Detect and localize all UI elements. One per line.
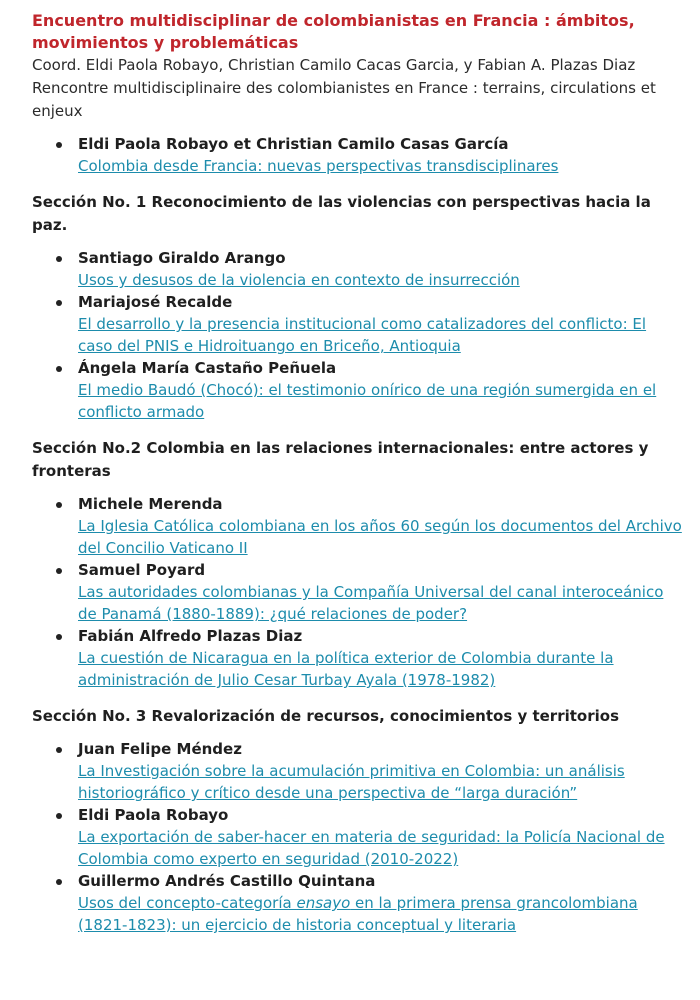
link-text-end: en la primera prensa grancolombiana (1821-1823): un ejercicio de historia conceptual y literaria xyxy=(78,894,638,934)
entry-link[interactable]: La Investigación sobre la acumulación primitiva en Colombia: un análisis historiográfico y crítico desde una perspectiva de “larga duración” xyxy=(78,762,625,802)
entry-author: Guillermo Andrés Castillo Quintana xyxy=(78,872,376,890)
entry-author: Samuel Poyard xyxy=(78,561,206,579)
list-item xyxy=(52,357,682,423)
entry-link[interactable]: La exportación de saber-hacer en materia de seguridad: la Policía Nacional de Colombia como experto en seguridad (2010-2022) xyxy=(78,828,665,868)
list-item xyxy=(52,738,682,804)
bullet-icon xyxy=(56,366,62,372)
bullet-icon xyxy=(56,256,62,262)
page-title: Encuentro multidisciplinar de colombianistas en Francia : ámbitos, movimientos y problemáticas xyxy=(32,11,635,52)
bullet-icon xyxy=(56,813,62,819)
entry-link[interactable]: Las autoridades colombianas y la Compañía Universal del canal interoceánico de Panamá (1880-1889): ¿qué relaciones de poder? xyxy=(78,583,664,623)
coordinators-line: Coord. Eldi Paola Robayo, Christian Camilo Cacas Garcia, y Fabian A. Plazas Diaz xyxy=(32,56,636,74)
list-item xyxy=(52,493,682,559)
section-2-list xyxy=(32,493,682,691)
entry-author: Michele Merenda xyxy=(78,495,223,513)
entry-link[interactable] xyxy=(78,892,682,936)
list-item xyxy=(52,625,682,691)
bullet-icon xyxy=(56,502,62,508)
list-item xyxy=(52,870,682,936)
list-item xyxy=(52,804,682,870)
bullet-icon xyxy=(56,747,62,753)
bullet-icon xyxy=(56,634,62,640)
entry-link[interactable]: La Iglesia Católica colombiana en los años 60 según los documentos del Archivo del Concilio Vaticano II xyxy=(78,517,682,557)
entry-author: Mariajosé Recalde xyxy=(78,293,233,311)
list-item xyxy=(52,247,682,291)
section-title-1: Sección No. 1 Reconocimiento de las violencias con perspectivas hacia la paz. xyxy=(32,193,651,234)
entry-author: Santiago Giraldo Arango xyxy=(78,249,286,267)
entry-author: Eldi Paola Robayo xyxy=(78,806,229,824)
bullet-icon xyxy=(56,300,62,306)
section-1-list xyxy=(32,247,682,423)
link-text-start: Usos del concepto-categoría xyxy=(78,894,297,912)
entry-author: Ángela María Castaño Peñuela xyxy=(78,359,337,377)
bullet-icon xyxy=(56,142,62,148)
section-title-3: Sección No. 3 Revalorización de recursos, conocimientos y territorios xyxy=(32,707,619,725)
section-3-list xyxy=(32,738,682,936)
link-text-emphasis: ensayo xyxy=(296,894,351,912)
entry-link[interactable]: El medio Baudó (Chocó): el testimonio onírico de una región sumergida en el conflicto armado xyxy=(78,381,657,421)
list-item xyxy=(52,559,682,625)
entry-link[interactable]: El desarrollo y la presencia institucional como catalizadores del conflicto: El caso del PNIS e Hidroituango en Briceño, Antioquia xyxy=(78,315,647,355)
entry-author: Juan Felipe Méndez xyxy=(78,740,242,758)
list-item xyxy=(52,133,682,177)
list-item xyxy=(52,291,682,357)
entry-link[interactable]: Usos y desusos de la violencia en contexto de insurrección xyxy=(78,271,520,289)
entry-author: Eldi Paola Robayo et Christian Camilo Casas García xyxy=(78,135,509,153)
bullet-icon xyxy=(56,568,62,574)
bullet-icon xyxy=(56,879,62,885)
entry-link[interactable]: Colombia desde Francia: nuevas perspectivas transdisciplinares xyxy=(78,157,559,175)
entry-author: Fabián Alfredo Plazas Diaz xyxy=(78,627,303,645)
section-title-2: Sección No.2 Colombia en las relaciones internacionales: entre actores y fronteras xyxy=(32,439,649,480)
entry-link[interactable]: La cuestión de Nicaragua en la política exterior de Colombia durante la administración de Julio Cesar Turbay Ayala (1978-1982) xyxy=(78,649,614,689)
intro-list xyxy=(32,133,682,177)
french-subtitle: Rencontre multidisciplinaire des colombianistes en France : terrains, circulations et enjeux xyxy=(32,79,656,120)
